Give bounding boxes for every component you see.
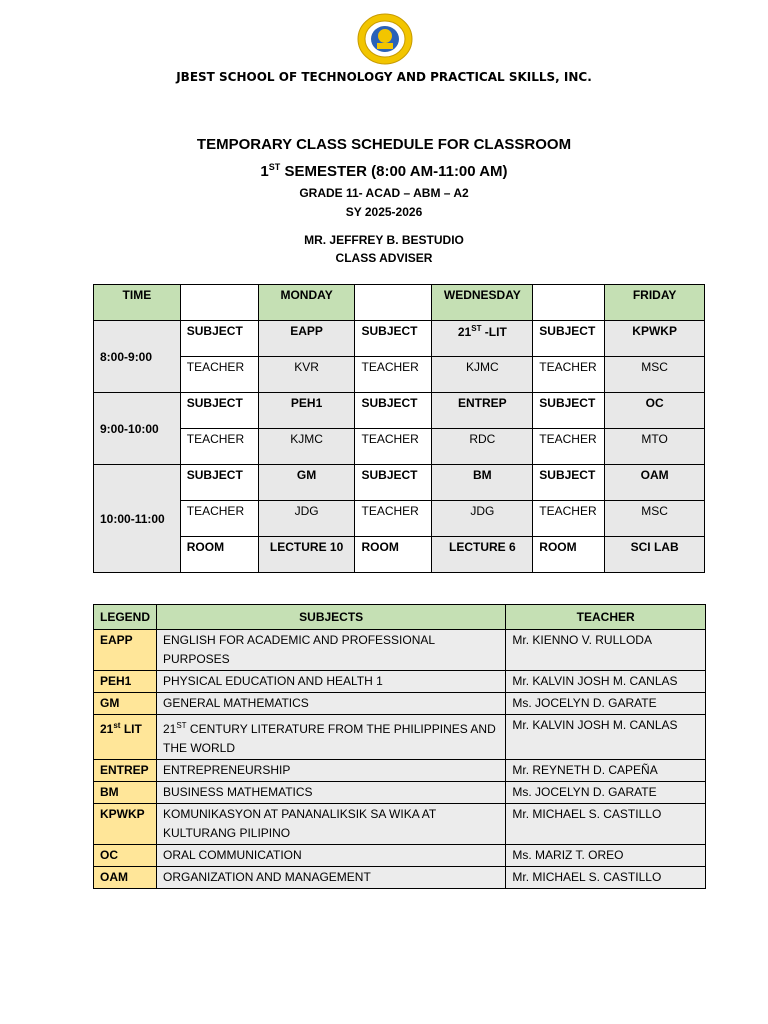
header-blank xyxy=(180,285,258,321)
legend-code: EAPP xyxy=(94,630,157,671)
legend-teacher: Mr. MICHAEL S. CASTILLO xyxy=(506,867,706,889)
legend-subject: 21ST CENTURY LITERATURE FROM THE PHILIPPINES AND THE WORLD xyxy=(156,715,505,760)
schedule-row xyxy=(94,537,705,573)
row-label: TEACHER xyxy=(180,501,258,537)
friday-room: SCI LAB xyxy=(605,537,705,573)
legend-code: OAM xyxy=(94,867,157,889)
grade-section: GRADE 11- ACAD – ABM – A2 xyxy=(299,186,469,200)
schedule-row xyxy=(94,321,705,357)
legend-row xyxy=(94,845,706,867)
legend-code: ENTREP xyxy=(94,760,157,782)
friday-teacher: MSC xyxy=(605,501,705,537)
monday-teacher: KVR xyxy=(258,357,355,393)
legend-header-teacher: TEACHER xyxy=(506,605,706,630)
legend-row xyxy=(94,782,706,804)
wednesday-subject: BM xyxy=(432,465,533,501)
legend-teacher: Ms. MARIZ T. OREO xyxy=(506,845,706,867)
school-logo-seal xyxy=(357,13,413,65)
schedule-table xyxy=(93,284,705,573)
row-label: TEACHER xyxy=(533,429,605,465)
adviser-block xyxy=(0,231,768,267)
semester-line: 1ST SEMESTER (8:00 AM-11:00 AM) xyxy=(260,162,508,180)
legend-subject: ORAL COMMUNICATION xyxy=(156,845,505,867)
monday-teacher: JDG xyxy=(258,501,355,537)
row-label: SUBJECT xyxy=(180,321,258,357)
legend-subject: PHYSICAL EDUCATION AND HEALTH 1 xyxy=(156,671,505,693)
legend-code: BM xyxy=(94,782,157,804)
legend-subject: KOMUNIKASYON AT PANANALIKSIK SA WIKA AT KULTURANG PILIPINO xyxy=(156,804,505,845)
header-monday: MONDAY xyxy=(258,285,355,321)
row-label: TEACHER xyxy=(180,429,258,465)
friday-teacher: MTO xyxy=(605,429,705,465)
legend-code: KPWKP xyxy=(94,804,157,845)
row-label: TEACHER xyxy=(180,357,258,393)
monday-subject: PEH1 xyxy=(258,393,355,429)
friday-subject: KPWKP xyxy=(605,321,705,357)
row-label: SUBJECT xyxy=(533,465,605,501)
legend-code: OC xyxy=(94,845,157,867)
schedule-row xyxy=(94,393,705,429)
legend-teacher: Mr. KALVIN JOSH M. CANLAS xyxy=(506,671,706,693)
legend-row xyxy=(94,867,706,889)
legend-teacher: Mr. KALVIN JOSH M. CANLAS xyxy=(506,715,706,760)
monday-teacher: KJMC xyxy=(258,429,355,465)
header-time: TIME xyxy=(94,285,181,321)
monday-subject: GM xyxy=(258,465,355,501)
legend-header-subjects: SUBJECTS xyxy=(156,605,505,630)
wednesday-room: LECTURE 6 xyxy=(432,537,533,573)
legend-teacher: Mr. KIENNO V. RULLODA xyxy=(506,630,706,671)
adviser-title: CLASS ADVISER xyxy=(335,251,433,265)
row-label: TEACHER xyxy=(355,357,432,393)
legend-subject: ORGANIZATION AND MANAGEMENT xyxy=(156,867,505,889)
legend-row xyxy=(94,715,706,760)
legend-row xyxy=(94,671,706,693)
time-slot: 9:00-10:00 xyxy=(94,393,181,465)
wednesday-subject: 21ST -LIT xyxy=(432,321,533,357)
schedule-row xyxy=(94,429,705,465)
title-block xyxy=(0,134,768,222)
row-label: SUBJECT xyxy=(180,393,258,429)
row-label: SUBJECT xyxy=(355,321,432,357)
legend-code: PEH1 xyxy=(94,671,157,693)
legend-row xyxy=(94,630,706,671)
legend-teacher: Mr. REYNETH D. CAPEÑA xyxy=(506,760,706,782)
legend-row xyxy=(94,804,706,845)
header-blank xyxy=(533,285,605,321)
school-year: SY 2025-2026 xyxy=(345,205,423,219)
wednesday-teacher: RDC xyxy=(432,429,533,465)
row-label: SUBJECT xyxy=(533,321,605,357)
schedule-title: TEMPORARY CLASS SCHEDULE FOR CLASSROOM xyxy=(196,136,572,153)
legend-subject: ENTREPRENEURSHIP xyxy=(156,760,505,782)
row-label: ROOM xyxy=(355,537,432,573)
legend-subject: GENERAL MATHEMATICS xyxy=(156,693,505,715)
header-blank xyxy=(355,285,432,321)
monday-room: LECTURE 10 xyxy=(258,537,355,573)
legend-subject: ENGLISH FOR ACADEMIC AND PROFESSIONAL PURPOSES xyxy=(156,630,505,671)
row-label: SUBJECT xyxy=(533,393,605,429)
time-slot: 8:00-9:00 xyxy=(94,321,181,393)
legend-code: 21st LIT xyxy=(94,715,157,760)
row-label: TEACHER xyxy=(533,501,605,537)
row-label: TEACHER xyxy=(355,501,432,537)
legend-teacher: Ms. JOCELYN D. GARATE xyxy=(506,693,706,715)
row-label: TEACHER xyxy=(355,429,432,465)
schedule-row xyxy=(94,357,705,393)
row-label: ROOM xyxy=(533,537,605,573)
monday-subject: EAPP xyxy=(258,321,355,357)
legend-header-row xyxy=(94,605,706,630)
row-label: SUBJECT xyxy=(180,465,258,501)
legend-row xyxy=(94,760,706,782)
wednesday-teacher: JDG xyxy=(432,501,533,537)
legend-header-legend: LEGEND xyxy=(94,605,157,630)
legend-teacher: Mr. MICHAEL S. CASTILLO xyxy=(506,804,706,845)
header-wednesday: WEDNESDAY xyxy=(432,285,533,321)
schedule-row xyxy=(94,501,705,537)
friday-teacher: MSC xyxy=(605,357,705,393)
school-name: JBEST SCHOOL OF TECHNOLOGY AND PRACTICAL SKILLS, INC. xyxy=(176,70,592,84)
row-label: SUBJECT xyxy=(355,393,432,429)
schedule-row xyxy=(94,465,705,501)
row-label: TEACHER xyxy=(533,357,605,393)
friday-subject: OAM xyxy=(605,465,705,501)
legend-row xyxy=(94,693,706,715)
wednesday-subject: ENTREP xyxy=(432,393,533,429)
time-slot: 10:00-11:00 xyxy=(94,465,181,573)
legend-teacher: Ms. JOCELYN D. GARATE xyxy=(506,782,706,804)
wednesday-teacher: KJMC xyxy=(432,357,533,393)
friday-subject: OC xyxy=(605,393,705,429)
legend-subject: BUSINESS MATHEMATICS xyxy=(156,782,505,804)
header-friday: FRIDAY xyxy=(605,285,705,321)
row-label: SUBJECT xyxy=(355,465,432,501)
adviser-name: MR. JEFFREY B. BESTUDIO xyxy=(304,233,464,247)
legend-code: GM xyxy=(94,693,157,715)
schedule-header-row xyxy=(94,285,705,321)
row-label: ROOM xyxy=(180,537,258,573)
legend-table xyxy=(93,604,706,889)
